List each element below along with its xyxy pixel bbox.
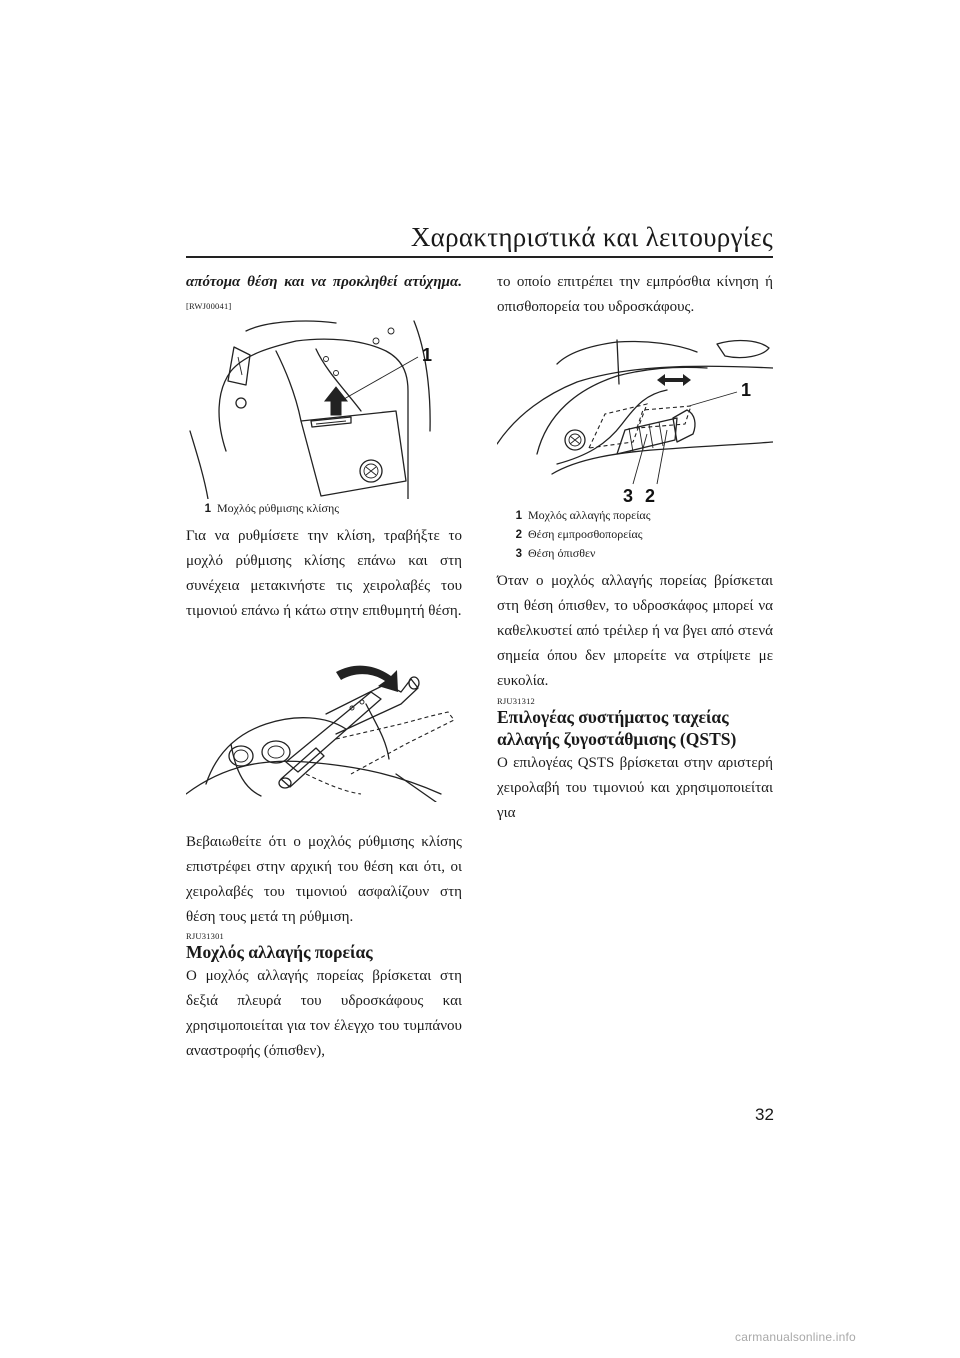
tilt-adjust-paragraph: Για να ρυθμίσετε την κλίση, τραβήξτε το μοχλό ρύθμισης κλίσης επάνω και στη συνέχεια μετακινήστε τις χειρολαβές του τιμονιού επάνω ή κάτω στην επιθυμητή θέση. — [186, 528, 462, 619]
left-column — [186, 270, 462, 1064]
legend-label: Θέση εμπροσθοπορείας — [528, 527, 643, 541]
right-column — [497, 270, 773, 826]
shift-lever-illustration — [497, 324, 773, 506]
section-reference-code: RJU31312 — [497, 696, 535, 706]
legend-number: 2 — [515, 529, 522, 541]
reverse-position-paragraph: Όταν ο μοχλός αλλαγής πορείας βρίσκεται στη θέση όπισθεν, το υδροσκάφος μπορεί να καθελκυστεί από τρέιλερ ή να βγει από στενά σημεία όπου δεν μπορείτε να στρίψετε με ευκολία. — [497, 573, 773, 689]
section-heading-qsts: Επιλογέας συστήματος ταχείας αλλαγής ζυγοστάθμισης (QSTS) — [497, 707, 737, 749]
section-reference-code: RJU31301 — [186, 931, 224, 941]
legend-number: 1 — [515, 510, 522, 522]
legend-item — [514, 506, 773, 525]
warning-reference-code: [RWJ00041] — [186, 301, 232, 311]
legend-item — [514, 525, 773, 544]
legend-item — [203, 499, 462, 518]
legend-number: 3 — [515, 548, 522, 560]
section-heading-shift-lever: Μοχλός αλλαγής πορείας — [186, 942, 373, 962]
confirm-return-paragraph: Βεβαιωθείτε ότι ο μοχλός ρύθμισης κλίσης επιστρέφει στην αρχική του θέση και ότι, οι χειρολαβές του τιμονιού ασφαλίζουν στη θέση τους μετά τη ρύθμιση. — [186, 834, 462, 925]
figure2-callout-3: 3 — [623, 486, 634, 506]
tilt-lever-illustration — [186, 311, 462, 499]
figure2-callout-1: 1 — [741, 380, 752, 400]
qsts-paragraph: Ο επιλογέας QSTS βρίσκεται στην αριστερή χειρολαβή του τιμονιού και χρησιμοποιείται για — [497, 755, 773, 821]
intro-warning-text: απότομα θέση και να προκληθεί ατύχημα. — [186, 274, 462, 290]
figure-tilt-lever — [186, 311, 462, 499]
figure-handlebar-tilt — [186, 644, 462, 802]
legend-number: 1 — [204, 503, 211, 515]
footer-watermark: carmanualsonline.info — [735, 1330, 856, 1344]
figure-shift-lever — [497, 324, 773, 506]
page-number: 32 — [755, 1105, 774, 1124]
figure2-legend — [514, 506, 773, 563]
handlebar-illustration — [186, 644, 462, 802]
header-rule — [186, 256, 773, 258]
continued-paragraph: το οποίο επιτρέπει την εμπρόσθια κίνηση ή οπισθοπορεία του υδροσκάφους. — [497, 274, 773, 315]
legend-label: Μοχλός ρύθμισης κλίσης — [217, 501, 339, 515]
figure1-legend — [203, 499, 462, 518]
legend-item — [514, 544, 773, 563]
figure1-callout-1: 1 — [422, 345, 433, 365]
figure2-callout-2: 2 — [645, 486, 656, 506]
legend-label: Μοχλός αλλαγής πορείας — [528, 508, 651, 522]
shift-lever-paragraph: Ο μοχλός αλλαγής πορείας βρίσκεται στη δεξιά πλευρά του υδροσκάφους και χρησιμοποιείται για τον έλεγχο του τυμπάνου αναστροφής (όπισθεν), — [186, 968, 462, 1059]
page-header-title: Χαρακτηριστικά και λειτουργίες — [410, 222, 773, 252]
legend-label: Θέση όπισθεν — [528, 546, 596, 560]
